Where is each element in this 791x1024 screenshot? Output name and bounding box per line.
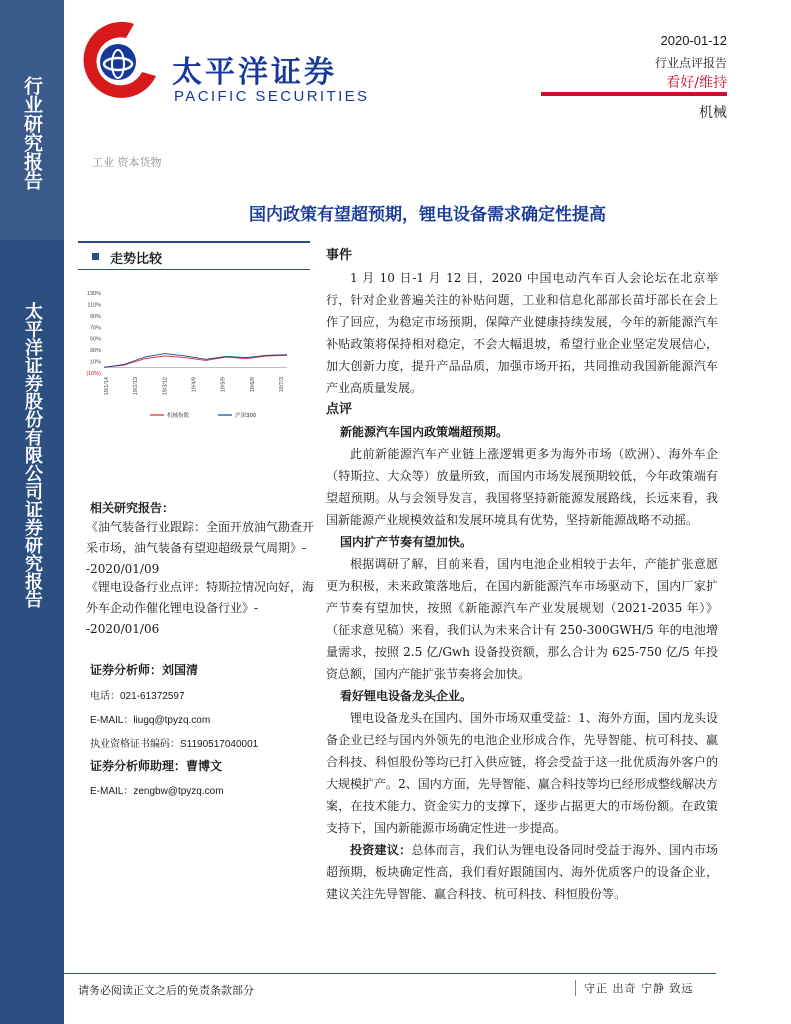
series-line <box>104 355 287 367</box>
y-tick-label: 10% <box>89 359 101 366</box>
y-tick-label: 90% <box>89 313 101 320</box>
report-body <box>326 245 718 905</box>
industry-label: 工业 资本货物 <box>92 156 162 169</box>
logo-name-en: PACIFIC SECURITIES <box>174 88 370 105</box>
y-tick-label: 70% <box>89 325 101 332</box>
legend-label: 机械指数 <box>167 413 190 419</box>
event-heading: 事件 <box>326 248 353 263</box>
analyst-name: 证券分析师：刘国清 <box>90 663 199 677</box>
subsection-heading: 看好锂电设备龙头企业。 <box>340 689 473 703</box>
analyst-email[interactable]: E-MAIL：liugq@tpyzq.com <box>90 715 211 726</box>
rating-label: 看好/维持 <box>666 75 727 91</box>
footer-divider <box>64 973 716 974</box>
series-line <box>104 354 287 368</box>
related-report-item[interactable]: 《油气装备行业跟踪：全面开放油气勘查开采市场，油气装备有望迎超级景气周期》--2020/01/09 <box>86 520 315 576</box>
logo-name-cn: 太平洋证券 <box>172 55 337 90</box>
subsection-paragraph: 根据调研了解，目前来看，国内电池企业相较于去年，产能扩张意愿更为积极，未来政策落地后，在国内新能源汽车市场驱动下，国内厂家扩产节奏有望加快，按照《新能源汽车产业发展规划（2021-2035 年）》（征求意见稿）来看，我们认为未来合计有 250-300GWH/5 年的电池增量需求，按照 2.5 亿/Gwh 设备投资额，那么合计为 625-750 亿/5 年投资总额，国内产能扩张节奏将会加快。 <box>326 557 718 681</box>
x-tick-label: 19/2/13 <box>133 377 140 396</box>
trend-chart <box>82 285 292 425</box>
x-tick-label: 19/7/3 <box>279 377 285 393</box>
y-tick-label: 30% <box>89 348 101 355</box>
y-tick-label: 50% <box>89 336 101 343</box>
assistant-name: 证券分析师助理：曹博文 <box>90 759 223 773</box>
report-date: 2020-01-12 <box>660 33 727 48</box>
trend-section-title: 走势比较 <box>110 252 163 267</box>
footer-slogan: 守正 出奇 宁静 致远 <box>575 980 694 996</box>
company-name-vertical: 太平洋证券股份有限公司证券研究报告 <box>22 302 43 608</box>
report-kind-vertical: 行业研究报告 <box>21 76 43 190</box>
page-title: 国内政策有望超预期，锂电设备需求确定性提高 <box>249 205 606 225</box>
event-paragraph: 1 月 10 日-1 月 12 日，2020 中国电动汽车百人会论坛在北京举行，针对企业普遍关注的补贴问题，工业和信息化部部长苗圩部长在会上作了回应，为稳定市场预期，保障产业健康持续发展，今年的新能源汽车补贴政策将保持相对稳定，不会大幅退坡，希望行业企业坚定发展信心，加大创新力度，提升产品品质，加强市场开拓，共同推动我国新能源汽车产业高质量发展。 <box>326 271 718 395</box>
y-tick-label: 110% <box>87 302 101 309</box>
x-tick-label: 19/4/9 <box>191 377 198 393</box>
analyst-phone: 电话：021-61372597 <box>90 691 185 702</box>
sector-tag: 机械 <box>699 105 727 121</box>
header-divider <box>541 92 727 96</box>
related-reports-title: 相关研究报告： <box>90 501 175 515</box>
assistant-email[interactable]: E-MAIL：zengbw@tpyzq.com <box>90 786 224 797</box>
comment-heading: 点评 <box>326 402 353 417</box>
footer-disclaimer: 请务必阅读正文之后的免责条款部分 <box>78 984 254 997</box>
square-bullet-icon <box>92 253 99 260</box>
subsection-heading: 国内扩产节奏有望加快。 <box>340 535 473 549</box>
investment-advice <box>326 839 718 905</box>
x-tick-label: 19/3/12 <box>162 377 169 396</box>
x-tick-label: 19/6/9 <box>249 377 256 393</box>
subsection-paragraph: 锂电设备龙头在国内、国外市场双重受益：1、海外方面，国内龙头设备企业已经与国内外领先的电池企业形成合作，先导智能、杭可科技、赢合科技、科恒股份等均已打入供应链，将会受益于这一批优质海外客户的大规模扩产。2、国内方面，先导智能、赢合科技等均已经形成整线解决方案，在技术能力、资金实力的支撑下，逐步占据更大的市场份额。在政策支持下，国内新能源市场确定性进一步提高。 <box>326 711 718 835</box>
y-tick-label: 130% <box>86 291 101 297</box>
analyst-cert: 执业资格证书编码：S1190517040001 <box>90 739 259 750</box>
report-type: 行业点评报告 <box>654 56 727 70</box>
advice-text: 总体而言，我们认为锂电设备同时受益于海外、国内市场超预期，板块确定性高，我们看好跟随国内、海外优质客户的设备企业，建议关注先导智能、赢合科技、杭可科技、科恒股份等。 <box>326 843 718 901</box>
x-tick-label: 19/1/14 <box>104 377 110 396</box>
y-tick-label: (10%) <box>86 371 101 377</box>
subsection-heading: 新能源汽车国内政策端超预期。 <box>340 425 509 439</box>
pacific-logo-icon <box>80 20 160 104</box>
x-tick-label: 19/5/9 <box>220 377 227 393</box>
subsection-paragraph: 此前新能源汽车产业链上涨逻辑更多为海外市场（欧洲）、海外车企（特斯拉、大众等）放量所致，而国内市场发展预期较低，今年政策端有望超预期。从与会领导发言，我国将坚持新能源发展路线，长远来看，我国新能源产业规模效益和发展环境具有优势，坚持新能源战略不动摇。 <box>326 447 718 527</box>
advice-label: 投资建议： <box>350 843 412 857</box>
related-report-item[interactable]: 《锂电设备行业点评：特斯拉情况向好，海外车企动作催化锂电设备行业》--2020/01/06 <box>86 580 315 636</box>
legend-label: 沪深300 <box>235 413 257 419</box>
